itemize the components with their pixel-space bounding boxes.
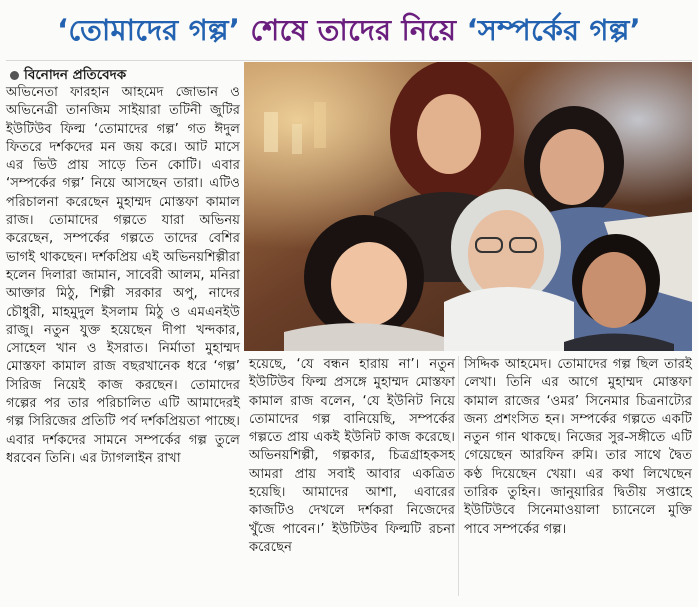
bullet-icon xyxy=(10,71,19,80)
byline-text: বিনোদন প্রতিবেদক xyxy=(24,67,127,83)
headline-rule xyxy=(6,60,692,61)
column-3-text: সিদ্দিক আহমেদ। তোমাদের গল্প ছিল তারই লেখা। তিনি এর আগে মুহাম্মদ মোস্তফা কামাল রাজের ‘ওমর’ সিনেমার চিত্রনাট্যের জন্য প্রশংসিত হন। সম্পর্কের গল্পতে একটি নতুন গান থাকছে। নিজের সুর-সঙ্গীতে এটি গেয়েছেন আরফিন রুমি। তার সাথে দ্বৈত কণ্ঠ দিয়েছেন খেয়া। এর কথা লিখেছেন তারিক তুহিন। জানুয়ারির দ্বিতীয় সপ্তাহে ইউটিউবে সিনেমাওয়ালা চ্যানেলে মুক্তি পাবে সম্পর্কের গল্প। xyxy=(464,357,692,537)
article-column-2 xyxy=(249,356,455,557)
article-column-1 xyxy=(6,84,240,468)
column-1-text: অভিনেতা ফারহান আহমেদ জোভান ও অভিনেত্রী তানজিম সাইয়ারা তটিনী জুটির ইউটিউব ফিল্ম ‘তোমাদের গল্প’ গত ঈদুল ফিতরে দর্শকদের মন জয় করে। আট মাসে এর ভিউ প্রায় সাড়ে তিন কোটি। এবার ‘সম্পর্কের গল্প’ নিয়ে আসছেন তারা। এটিও পরিচালনা করেছেন মুহাম্মদ মোস্তফা কামাল রাজ। তোমাদের গল্পতে যারা অভিনয় করেছেন, সম্পর্কের গল্পতে তাদের বেশির ভাগই থাকছেন। দর্শকপ্রিয় এই অভিনয়শিল্পীরা হলেন দিলারা জামান, সাবেরী আলম, মনিরা আক্তার মিঠু, শিল্পী সরকার অপু, নাদের চৌধুরী, মাহমুদুল ইসলাম মিঠু ও এমএনইউ রাজু। নতুন যুক্ত হয়েছেন দীপা খন্দকার, সোহেল খান ও ইসরাত। নির্মাতা মুহাম্মদ মোস্তফা কামাল রাজ বছরখানেক ধরে ‘গল্প’ সিরিজ নিয়েই কাজ করছেন। তোমাদের গল্পের পর তার পরিচালিত এটি আমাদেরই গল্প সিরিজের প্রতিটি পর্ব দর্শকপ্রিয়তা পাচ্ছে। এবার দর্শকদের সামনে সম্পর্কের গল্প তুলে ধরবেন তিনি। এর ট্যাগলাইন রাখা xyxy=(6,85,240,466)
headline xyxy=(0,2,698,58)
column-divider xyxy=(458,356,459,596)
photo-illustration xyxy=(244,62,692,351)
headline-middle: শেষে তাদের নিয়ে xyxy=(240,13,467,47)
group-portrait-photo xyxy=(244,62,692,351)
headline-quote-2: ‘সম্পর্কের গল্প’ xyxy=(466,13,641,47)
article-column-3 xyxy=(464,356,692,539)
headline-quote-1: ‘তোমাদের গল্প’ xyxy=(57,13,241,47)
column-2-text: হয়েছে, ‘যে বন্ধন হারায় না’। নতুন ইউটিউব ফিল্ম প্রসঙ্গে মুহাম্মদ মোস্তফা কামাল রাজ বলেন, ‘যে ইউনিট নিয়ে তোমাদের গল্প বানিয়েছি, সম্পর্কের গল্পতে প্রায় একই ইউনিট কাজ করেছে। অভিনয়শিল্পী, গল্পকার, চিত্রগ্রাহকসহ আমরা প্রায় সবাই আবার একত্রিত হয়েছি। আমাদের আশা, এবারের কাজটিও দেখলে দর্শকরা নিজেদের খুঁজে পাবেন।’ ইউটিউব ফিল্মটি রচনা করেছেন xyxy=(249,357,455,555)
